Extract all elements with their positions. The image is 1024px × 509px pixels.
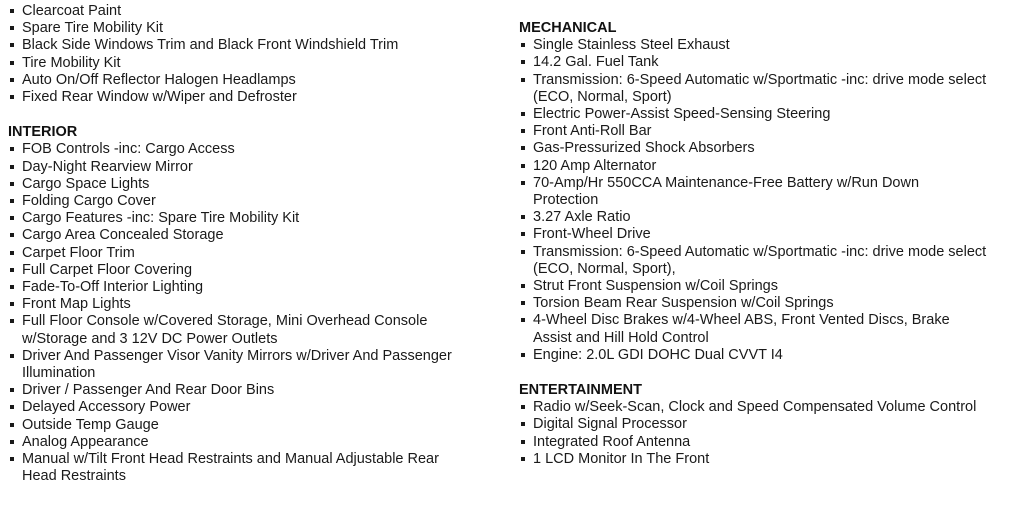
bullet-icon [521,353,525,357]
exterior-list [8,3,508,106]
list-item-text: Analog Appearance [22,433,149,450]
list-item-text: Fade-To-Off Interior Lighting [22,279,204,296]
bullet-icon [10,147,14,151]
bullet-icon [10,95,14,99]
list-item [8,313,508,347]
interior-list [8,141,508,485]
list-item [519,244,1019,278]
bullet-icon [521,250,525,254]
bullet-icon [10,43,14,47]
list-item [519,434,1019,451]
bullet-icon [10,9,14,13]
list-item [519,312,1019,346]
list-item [8,296,508,313]
list-item-text: Transmission: 6-Speed Automatic w/Sportmatic -inc: drive mode select [533,71,987,88]
list-item-text: 1 LCD Monitor In The Front [533,450,710,467]
list-item [519,416,1019,433]
bullet-icon [10,268,14,272]
bullet-icon [521,215,525,219]
section-gap [8,106,508,124]
list-item-text: Radio w/Seek-Scan, Clock and Speed Compensated Volume Control [533,399,977,416]
list-item-text: Single Stainless Steel Exhaust [533,37,730,54]
bullet-icon [10,388,14,392]
bullet-icon [521,181,525,185]
list-item-text: Front Anti-Roll Bar [533,123,652,140]
list-item-text: Auto On/Off Reflector Halogen Headlamps [22,71,296,88]
list-item [8,37,508,54]
list-item-text: Outside Temp Gauge [22,416,159,433]
list-item-text: FOB Controls -inc: Cargo Access [22,141,235,158]
bullet-icon [10,423,14,427]
bullet-icon [521,301,525,305]
list-item-text: Cargo Features -inc: Spare Tire Mobility Kit [22,210,300,227]
list-item-text-continued: Head Restraints [22,468,126,485]
bullet-icon [521,112,525,116]
list-item-text: Engine: 2.0L GDI DOHC Dual CVVT I4 [533,346,783,363]
bullet-icon [521,440,525,444]
list-item-text-continued: (ECO, Normal, Sport) [533,88,672,105]
entertainment-section [519,382,1019,468]
bullet-icon [10,251,14,255]
list-item [8,245,508,262]
list-item [519,209,1019,226]
list-item-text: Digital Signal Processor [533,416,687,433]
mechanical-section [519,20,1019,364]
list-item-text: Tire Mobility Kit [22,54,121,71]
list-item [8,451,508,485]
mechanical-heading: MECHANICAL [519,20,617,36]
bullet-icon [10,319,14,323]
list-item-text: Black Side Windows Trim and Black Front Windshield Trim [22,37,399,54]
bullet-icon [10,440,14,444]
list-item-text: Driver And Passenger Visor Vanity Mirrors w/Driver And Passenger [22,347,452,364]
list-item-text-continued: Protection [533,192,599,209]
section-gap [519,364,1019,382]
list-item [519,399,1019,416]
list-item [519,106,1019,123]
list-item [8,20,508,37]
list-item-text: Clearcoat Paint [22,3,122,19]
list-item [8,159,508,176]
bullet-icon [521,457,525,461]
list-item [519,37,1019,54]
bullet-icon [10,165,14,169]
list-item [8,417,508,434]
list-item-text: Full Carpet Floor Covering [22,261,193,278]
list-item [519,72,1019,106]
list-item-text: Strut Front Suspension w/Coil Springs [533,278,778,295]
list-item [519,175,1019,209]
list-item [519,347,1019,364]
list-item-text: Manual w/Tilt Front Head Restraints and Manual Adjustable Rear [22,451,439,468]
exterior-section [8,3,508,106]
list-item-text: Delayed Accessory Power [22,399,191,416]
list-item-text: 14.2 Gal. Fuel Tank [533,54,659,71]
list-item [519,451,1019,468]
entertainment-list [519,399,1019,468]
list-item [8,3,508,20]
list-item-text: Front Map Lights [22,296,131,313]
list-item-text: 70-Amp/Hr 550CCA Maintenance-Free Battery w/Run Down [533,174,920,191]
list-item [519,158,1019,175]
bullet-icon [10,61,14,65]
bullet-icon [10,26,14,30]
list-item-text: Spare Tire Mobility Kit [22,20,164,37]
list-item-text-continued: (ECO, Normal, Sport), [533,260,676,277]
bullet-icon [521,60,525,64]
list-item-text: Folding Cargo Cover [22,193,156,210]
interior-heading: INTERIOR [8,124,78,141]
mechanical-list [519,37,1019,364]
left-column [8,3,508,485]
list-item [8,210,508,227]
list-item [8,399,508,416]
list-item-text: 4-Wheel Disc Brakes w/4-Wheel ABS, Front Vented Discs, Brake [533,312,950,329]
list-item [8,348,508,382]
list-item [519,295,1019,312]
list-item-text: Carpet Floor Trim [22,244,135,261]
entertainment-heading: ENTERTAINMENT [519,382,642,399]
list-item [8,434,508,451]
list-item-text: Torsion Beam Rear Suspension w/Coil Springs [533,295,834,312]
list-item [8,382,508,399]
right-column [519,20,1019,468]
list-item [519,226,1019,243]
list-item-text: Gas-Pressurized Shock Absorbers [533,140,755,157]
list-item-text-continued: w/Storage and 3 12V DC Power Outlets [22,330,278,347]
list-item [8,55,508,72]
bullet-icon [10,405,14,409]
list-item-text: Front-Wheel Drive [533,226,651,243]
bullet-icon [521,405,525,409]
list-item [8,279,508,296]
list-item-text: 120 Amp Alternator [533,157,657,174]
bullet-icon [10,233,14,237]
list-item-text-continued: Illumination [22,365,96,382]
bullet-icon [521,164,525,168]
bullet-icon [521,284,525,288]
list-item [8,89,508,106]
list-item-text: Day-Night Rearview Mirror [22,158,193,175]
list-item [519,278,1019,295]
list-item-text: Full Floor Console w/Covered Storage, Mini Overhead Console [22,313,428,330]
bullet-icon [521,232,525,236]
list-item [8,193,508,210]
list-item [8,262,508,279]
bullet-icon [521,318,525,322]
bullet-icon [10,354,14,358]
list-item [519,54,1019,71]
list-item [8,176,508,193]
bullet-icon [521,78,525,82]
bullet-icon [10,302,14,306]
list-item-text: 3.27 Axle Ratio [533,209,631,226]
bullet-icon [10,182,14,186]
bullet-icon [10,457,14,461]
bullet-icon [10,78,14,82]
list-item [519,123,1019,140]
list-item-text: Integrated Roof Antenna [533,433,691,450]
list-item [8,72,508,89]
list-item-text: Cargo Area Concealed Storage [22,227,224,244]
list-item-text-continued: Assist and Hill Hold Control [533,329,709,346]
bullet-icon [10,216,14,220]
list-item [8,141,508,158]
bullet-icon [521,146,525,150]
bullet-icon [521,129,525,133]
list-item [8,227,508,244]
list-item-text: Cargo Space Lights [22,175,150,192]
bullet-icon [10,199,14,203]
interior-section [8,124,508,485]
bullet-icon [521,43,525,47]
list-item-text: Electric Power-Assist Speed-Sensing Steering [533,106,831,123]
bullet-icon [10,285,14,289]
list-item-text: Driver / Passenger And Rear Door Bins [22,382,275,399]
bullet-icon [521,422,525,426]
list-item-text: Transmission: 6-Speed Automatic w/Sportmatic -inc: drive mode select [533,243,987,260]
list-item-text: Fixed Rear Window w/Wiper and Defroster [22,89,297,106]
list-item [519,140,1019,157]
